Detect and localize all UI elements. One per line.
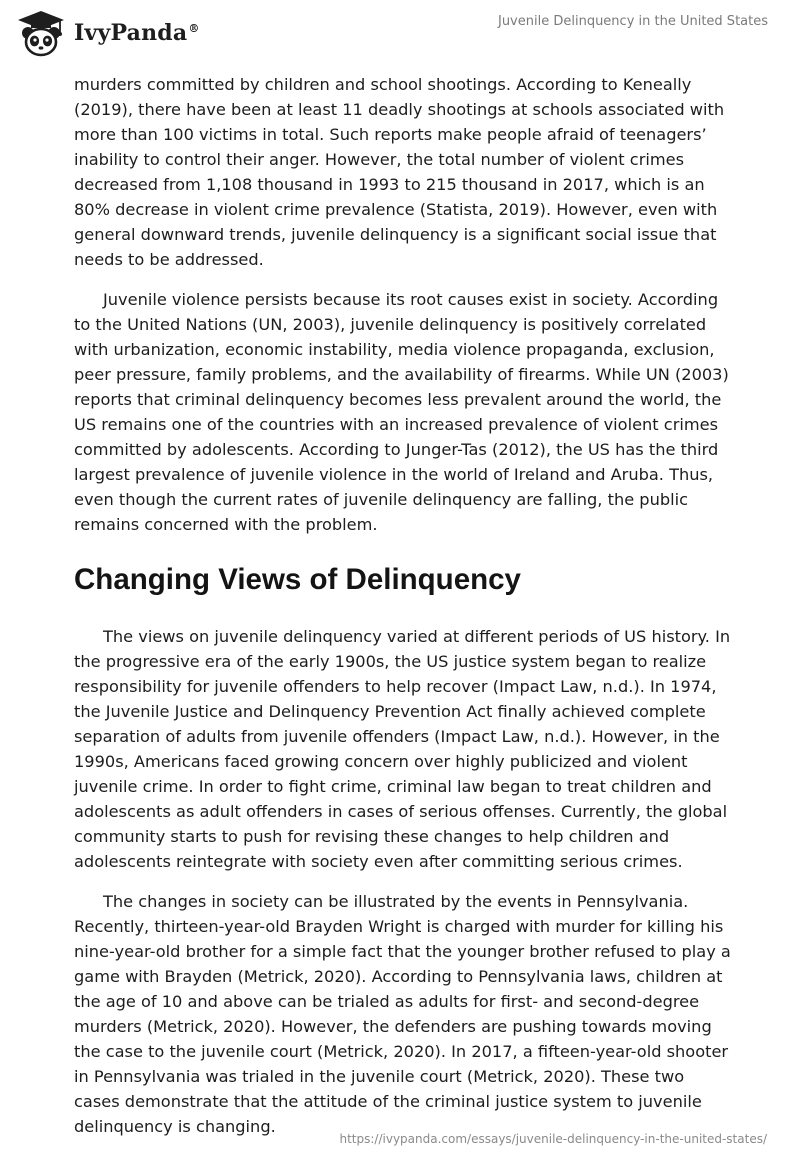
paragraph: The changes in society can be illustrated by the events in Pennsylvania. Recently, thirteen-year-old Brayden Wright is charged with murder for killing his nine-year-old brother for a simple fact that the younger brother refused to play a game with Brayden (Metrick, 2020). According to Pennsylvania laws, children at the age of 10 and above can be trialed as adults for first- and second-degree murders (Metrick, 2020). However, the defenders are pushing towards moving the case to the juvenile court (Metrick, 2020). In 2017, a fifteen-year-old shooter in Pennsylvania was trialed in the juvenile court (Metrick, 2020). These two cases demonstrate that the attitude of the criminal justice system to juvenile delinquency is changing. <box>74 892 731 1136</box>
paragraph: murders committed by children and school shootings. According to Keneally (2019), there have been at least 11 deadly shootings at schools associated with more than 100 victims in total. Such reports make people afraid of teenagers’ inability to control their anger. However, the total number of violent crimes decreased from 1,108 thousand in 1993 to 215 thousand in 2017, which is an 80% decrease in violent crime prevalence (Statista, 2019). However, even with general downward trends, juvenile delinquency is a significant social issue that needs to be addressed. <box>74 75 725 269</box>
logo-wordmark <box>74 20 200 46</box>
ivypanda-logo[interactable] <box>14 8 200 58</box>
page-header <box>0 0 800 70</box>
article-body <box>74 72 734 1139</box>
panda-graduation-cap-icon <box>14 8 68 58</box>
logo-name: IvyPanda <box>74 20 188 46</box>
section-heading: Changing Views of Delinquency <box>74 563 521 596</box>
registered-mark: ® <box>188 21 200 35</box>
document-title: Juvenile Delinquency in the United States <box>497 14 768 29</box>
paragraph: The views on juvenile delinquency varied at different periods of US history. In the progressive era of the early 1900s, the US justice system began to realize responsibility for juvenile offenders to help recover (Impact Law, n.d.). In 1974, the Juvenile Justice and Delinquency Prevention Act finally achieved complete separation of adults from juvenile offenders (Impact Law, n.d.). However, in the 1990s, Americans faced growing concern over highly publicized and violent juvenile crime. In order to fight crime, criminal law began to treat children and adolescents as adult offenders in cases of serious offenses. Currently, the global community starts to push for revising these changes to help children and adolescents reintegrate with society even after committing serious crimes. <box>74 627 731 871</box>
paragraph: Juvenile violence persists because its root causes exist in society. According to the United Nations (UN, 2003), juvenile delinquency is positively correlated with urbanization, economic instability, media violence propaganda, exclusion, peer pressure, family problems, and the availability of firearms. While UN (2003) reports that criminal delinquency becomes less prevalent around the world, the US remains one of the countries with an increased prevalence of violent crimes committed by adolescents. According to Junger-Tas (2012), the US has the third largest prevalence of juvenile violence in the world of Ireland and Aruba. Thus, even though the current rates of juvenile delinquency are falling, the public remains concerned with the problem. <box>74 290 729 534</box>
source-url[interactable]: https://ivypanda.com/essays/juvenile-delinquency-in-the-united-states/ <box>339 1132 767 1146</box>
